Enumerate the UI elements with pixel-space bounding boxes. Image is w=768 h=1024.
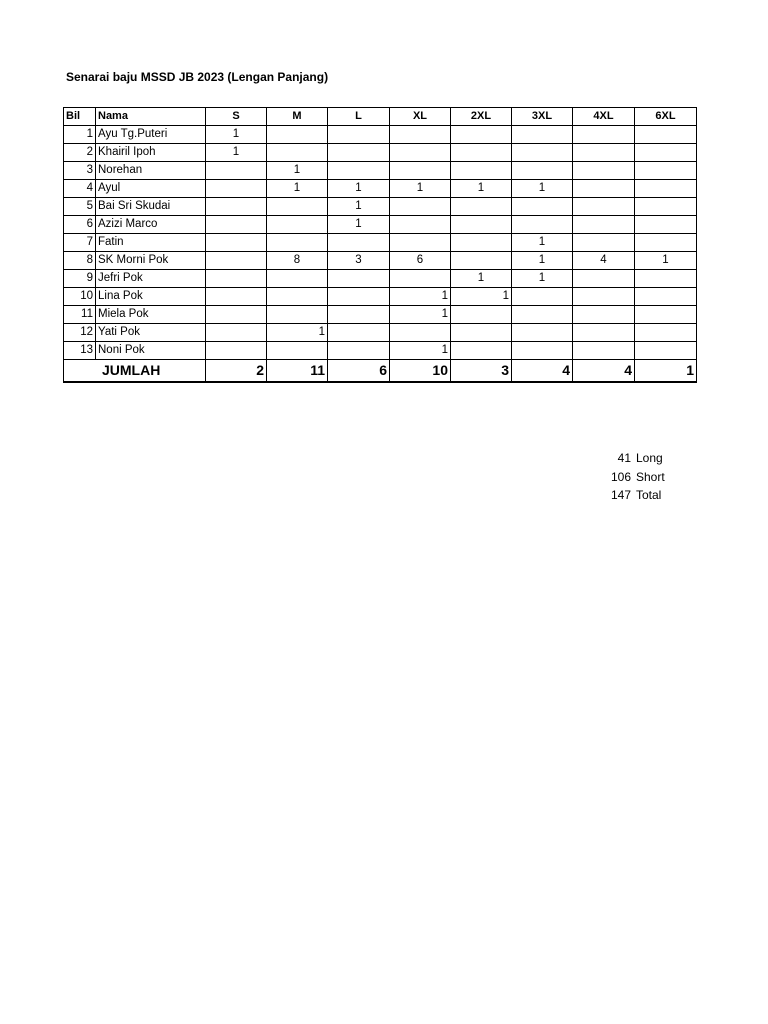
cell-4xl: 4 [573, 252, 635, 270]
cell-3xl [512, 306, 573, 324]
cell-s [206, 270, 267, 288]
cell-2xl: 1 [451, 180, 512, 198]
cell-l [328, 288, 390, 306]
cell-4xl [573, 288, 635, 306]
cell-3xl [512, 288, 573, 306]
cell-s: 1 [206, 144, 267, 162]
cell-s [206, 180, 267, 198]
cell-3xl [512, 198, 573, 216]
cell-xl: 6 [390, 252, 451, 270]
cell-xl: 1 [390, 288, 451, 306]
header-size-s: S [206, 108, 267, 126]
cell-4xl [573, 342, 635, 360]
table-row [64, 162, 697, 180]
total-xl: 10 [390, 360, 451, 382]
cell-s [206, 306, 267, 324]
cell-4xl [573, 234, 635, 252]
row-nama: Azizi Marco [96, 216, 206, 234]
cell-6xl [635, 288, 697, 306]
cell-m: 1 [267, 180, 328, 198]
table-row [64, 234, 697, 252]
cell-s [206, 288, 267, 306]
row-nama: Jefri Pok [96, 270, 206, 288]
cell-s [206, 324, 267, 342]
summary-short-label: Short [636, 469, 665, 484]
cell-6xl [635, 306, 697, 324]
cell-2xl [451, 198, 512, 216]
shirt-size-table [63, 107, 697, 383]
cell-l [328, 234, 390, 252]
table-row [64, 216, 697, 234]
cell-6xl [635, 342, 697, 360]
cell-6xl: 1 [635, 252, 697, 270]
total-6xl: 1 [635, 360, 697, 382]
cell-m: 1 [267, 162, 328, 180]
total-m: 11 [267, 360, 328, 382]
cell-m: 8 [267, 252, 328, 270]
cell-2xl [451, 324, 512, 342]
total-4xl: 4 [573, 360, 635, 382]
row-bil: 4 [64, 180, 96, 198]
cell-2xl [451, 342, 512, 360]
cell-xl [390, 324, 451, 342]
summary-row-short [590, 468, 665, 487]
header-size-2xl: 2XL [451, 108, 512, 126]
table-row [64, 270, 697, 288]
cell-3xl: 1 [512, 252, 573, 270]
cell-6xl [635, 126, 697, 144]
table-row [64, 324, 697, 342]
cell-4xl [573, 270, 635, 288]
row-nama: Ayu Tg.Puteri [96, 126, 206, 144]
cell-l: 3 [328, 252, 390, 270]
row-nama: Miela Pok [96, 306, 206, 324]
row-bil: 10 [64, 288, 96, 306]
cell-2xl [451, 306, 512, 324]
cell-l [328, 342, 390, 360]
cell-4xl [573, 180, 635, 198]
cell-3xl: 1 [512, 270, 573, 288]
cell-s [206, 162, 267, 180]
cell-xl [390, 144, 451, 162]
table-row [64, 144, 697, 162]
cell-6xl [635, 270, 697, 288]
cell-3xl [512, 162, 573, 180]
row-bil: 3 [64, 162, 96, 180]
cell-xl [390, 198, 451, 216]
table-row [64, 288, 697, 306]
table-row [64, 342, 697, 360]
header-size-l: L [328, 108, 390, 126]
cell-6xl [635, 234, 697, 252]
total-s: 2 [206, 360, 267, 382]
cell-xl [390, 126, 451, 144]
cell-6xl [635, 324, 697, 342]
cell-6xl [635, 180, 697, 198]
cell-xl: 1 [390, 306, 451, 324]
table-row [64, 198, 697, 216]
table-row [64, 126, 697, 144]
cell-l [328, 324, 390, 342]
cell-4xl [573, 306, 635, 324]
cell-s [206, 216, 267, 234]
cell-m [267, 144, 328, 162]
header-size-xl: XL [390, 108, 451, 126]
header-size-m: M [267, 108, 328, 126]
header-bil: Bil [64, 108, 96, 126]
cell-2xl [451, 252, 512, 270]
row-nama: Bai Sri Skudai [96, 198, 206, 216]
cell-4xl [573, 126, 635, 144]
header-nama: Nama [96, 108, 206, 126]
summary-row-total [590, 486, 665, 505]
table-row [64, 180, 697, 198]
cell-m [267, 288, 328, 306]
total-l: 6 [328, 360, 390, 382]
cell-2xl [451, 216, 512, 234]
document-title: Senarai baju MSSD JB 2023 (Lengan Panjang) [66, 70, 329, 84]
summary-block [590, 449, 665, 505]
total-2xl: 3 [451, 360, 512, 382]
row-bil: 5 [64, 198, 96, 216]
cell-m [267, 198, 328, 216]
row-nama: Noni Pok [96, 342, 206, 360]
cell-m [267, 126, 328, 144]
cell-4xl [573, 144, 635, 162]
cell-3xl [512, 324, 573, 342]
cell-m [267, 216, 328, 234]
cell-l [328, 270, 390, 288]
cell-4xl [573, 324, 635, 342]
cell-xl [390, 234, 451, 252]
table-row [64, 252, 697, 270]
row-nama: Ayul [96, 180, 206, 198]
cell-s [206, 234, 267, 252]
cell-l [328, 162, 390, 180]
cell-s [206, 342, 267, 360]
summary-total-label: Total [636, 488, 662, 502]
cell-2xl: 1 [451, 270, 512, 288]
header-size-6xl: 6XL [635, 108, 697, 126]
cell-6xl [635, 198, 697, 216]
cell-2xl [451, 234, 512, 252]
header-size-4xl: 4XL [573, 108, 635, 126]
row-nama: Norehan [96, 162, 206, 180]
cell-l [328, 126, 390, 144]
cell-2xl: 1 [451, 288, 512, 306]
cell-m [267, 342, 328, 360]
cell-xl [390, 216, 451, 234]
summary-long-value: 41 [617, 451, 631, 465]
cell-l: 1 [328, 180, 390, 198]
cell-2xl [451, 126, 512, 144]
row-nama: Fatin [96, 234, 206, 252]
row-nama: Khairil Ipoh [96, 144, 206, 162]
cell-s [206, 198, 267, 216]
cell-xl: 1 [390, 342, 451, 360]
cell-s [206, 252, 267, 270]
cell-3xl: 1 [512, 234, 573, 252]
cell-6xl [635, 162, 697, 180]
cell-4xl [573, 216, 635, 234]
cell-2xl [451, 162, 512, 180]
header-size-3xl: 3XL [512, 108, 573, 126]
cell-3xl [512, 342, 573, 360]
row-bil: 11 [64, 306, 96, 324]
cell-m [267, 270, 328, 288]
cell-xl [390, 270, 451, 288]
cell-l [328, 306, 390, 324]
summary-long-label: Long [636, 451, 663, 465]
row-bil: 12 [64, 324, 96, 342]
row-nama: Yati Pok [96, 324, 206, 342]
total-3xl: 4 [512, 360, 573, 382]
total-row [64, 360, 697, 382]
cell-4xl [573, 162, 635, 180]
cell-3xl [512, 126, 573, 144]
row-bil: 8 [64, 252, 96, 270]
row-bil: 13 [64, 342, 96, 360]
cell-6xl [635, 144, 697, 162]
cell-2xl [451, 144, 512, 162]
row-nama: SK Morni Pok [96, 252, 206, 270]
cell-s: 1 [206, 126, 267, 144]
cell-l: 1 [328, 216, 390, 234]
cell-m: 1 [267, 324, 328, 342]
header-row [64, 108, 697, 126]
row-bil: 2 [64, 144, 96, 162]
row-nama: Lina Pok [96, 288, 206, 306]
row-bil: 1 [64, 126, 96, 144]
row-bil: 7 [64, 234, 96, 252]
cell-3xl: 1 [512, 180, 573, 198]
cell-xl [390, 162, 451, 180]
cell-m [267, 234, 328, 252]
cell-4xl [573, 198, 635, 216]
summary-row-long [590, 449, 665, 468]
cell-3xl [512, 144, 573, 162]
total-label: JUMLAH [64, 360, 206, 382]
cell-m [267, 306, 328, 324]
summary-total-value: 147 [610, 488, 631, 502]
cell-6xl [635, 216, 697, 234]
row-bil: 6 [64, 216, 96, 234]
summary-short-value: 106 [610, 469, 631, 484]
cell-l [328, 144, 390, 162]
cell-l: 1 [328, 198, 390, 216]
table-row [64, 306, 697, 324]
cell-xl: 1 [390, 180, 451, 198]
cell-3xl [512, 216, 573, 234]
row-bil: 9 [64, 270, 96, 288]
